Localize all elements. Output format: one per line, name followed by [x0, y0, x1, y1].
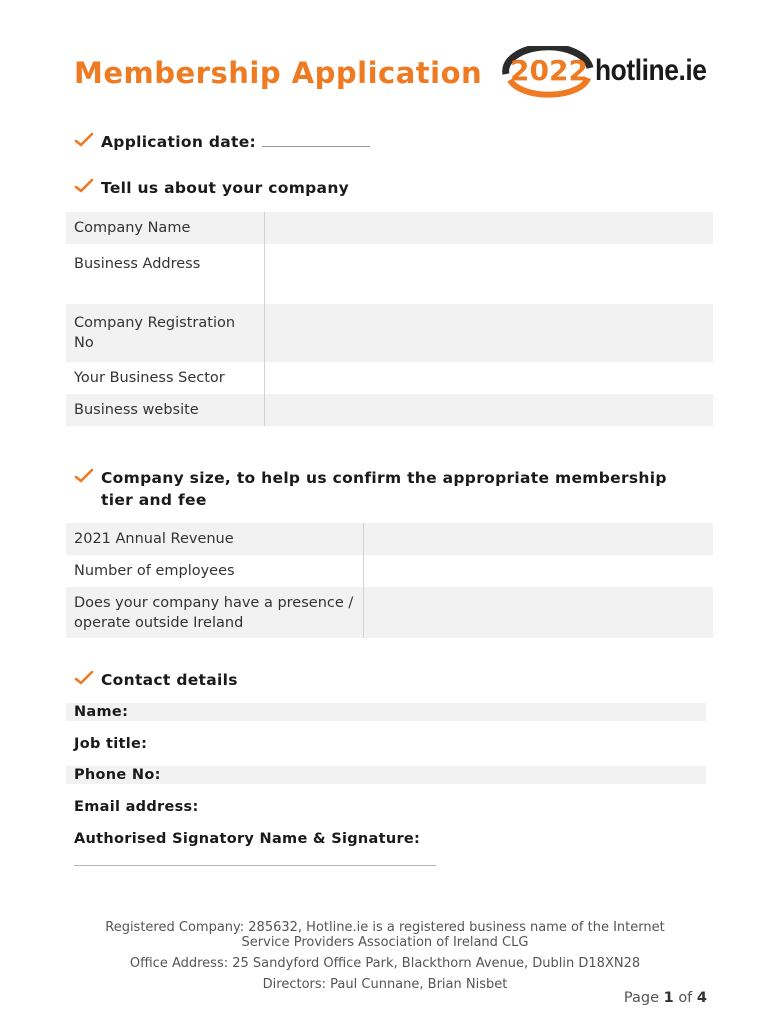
footer-directors: Directors: Paul Cunnane, Brian Nisbet [262, 977, 508, 992]
company-heading-text: Tell us about your company [101, 179, 350, 197]
hotline-logo [500, 46, 730, 100]
footer-registered-line1: Registered Company: 285632, Hotline.ie is a registered business name of the Internet [105, 920, 665, 935]
checkmark-icon [74, 132, 94, 148]
footer-registered-line2: Service Providers Association of Ireland CLG [241, 935, 529, 950]
contact-heading [74, 669, 238, 691]
outside-ireland-field[interactable] [364, 587, 714, 638]
employees-label: Number of employees [66, 555, 364, 587]
employees-field[interactable] [364, 555, 714, 587]
footer-address: Office Address: 25 Sandyford Office Park, Blackthorn Avenue, Dublin D18XN28 [129, 956, 641, 971]
table-row [66, 555, 713, 587]
contact-name-field[interactable]: Name: [66, 703, 706, 721]
page-total: 4 [696, 990, 707, 1006]
table-row [66, 212, 713, 244]
outside-ireland-label: Does your company have a presence / operate outside Ireland [66, 587, 364, 638]
page-current: 1 [663, 990, 674, 1006]
logo-brand: hotline.ie [595, 54, 707, 87]
business-sector-field[interactable] [265, 362, 714, 394]
business-address-label: Business Address [66, 244, 265, 304]
company-size-heading [74, 467, 667, 511]
logo-year: 2022 [510, 54, 588, 87]
company-name-field[interactable] [265, 212, 714, 244]
table-row [66, 587, 713, 638]
business-website-label: Business website [66, 394, 265, 426]
contact-job-title-field[interactable]: Job title: [74, 736, 148, 752]
annual-revenue-field[interactable] [364, 523, 714, 555]
checkmark-icon [74, 178, 94, 194]
business-address-field[interactable] [265, 244, 714, 304]
application-date-label: Application date: [101, 133, 257, 151]
table-row [66, 394, 713, 426]
signature-field[interactable] [74, 865, 436, 866]
annual-revenue-label: 2021 Annual Revenue [66, 523, 364, 555]
page-title: Membership Application [74, 56, 483, 90]
contact-email-field[interactable]: Email address: [74, 799, 199, 815]
company-size-heading-line1: Company size, to help us confirm the appropriate membership [101, 469, 667, 487]
contact-heading-text: Contact details [101, 671, 238, 689]
table-row [66, 304, 713, 362]
company-size-heading-line2: tier and fee [101, 491, 207, 509]
table-row [66, 523, 713, 555]
company-table [66, 212, 713, 426]
table-row [66, 362, 713, 394]
company-heading [74, 177, 349, 199]
checkmark-icon [74, 670, 94, 686]
company-size-table [66, 523, 713, 638]
page-prefix: Page [623, 990, 659, 1006]
company-registration-label: Company Registration No [66, 304, 265, 362]
checkmark-icon [74, 468, 94, 484]
signatory-label: Authorised Signatory Name & Signature: [74, 831, 421, 847]
company-registration-field[interactable] [265, 304, 714, 362]
application-date-heading [74, 131, 370, 153]
business-sector-label: Your Business Sector [66, 362, 265, 394]
table-row [66, 244, 713, 304]
contact-phone-field[interactable]: Phone No: [66, 766, 706, 784]
page-indicator [624, 990, 707, 1006]
application-date-field[interactable] [262, 132, 370, 147]
business-website-field[interactable] [265, 394, 714, 426]
page-of: of [678, 990, 693, 1006]
company-name-label: Company Name [66, 212, 265, 244]
